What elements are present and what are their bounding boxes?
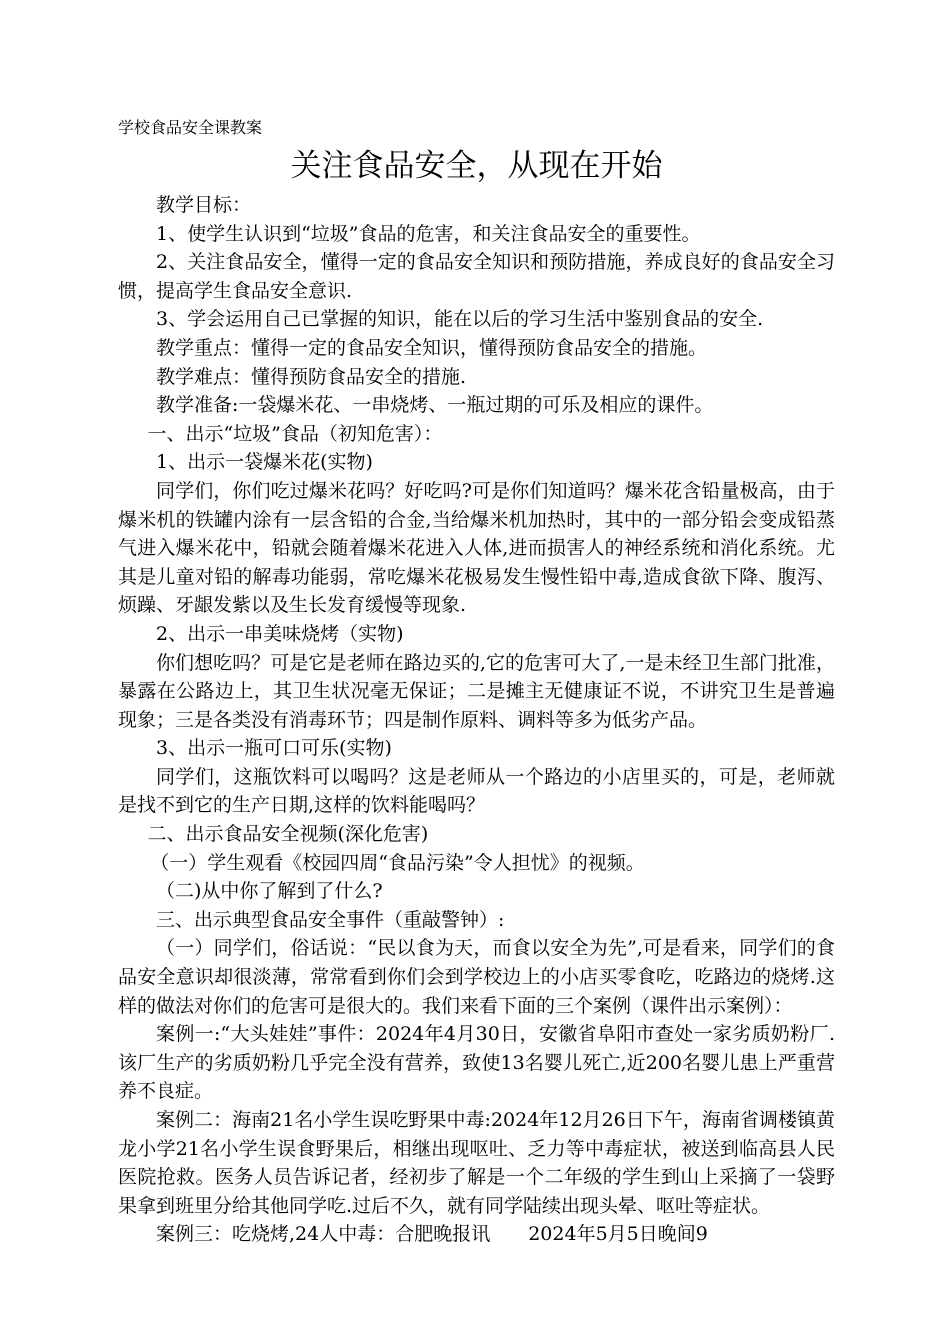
case-1: 案例一:“大头娃娃”事件：2024年4月30日，安徽省阜阳市查处一家劣质奶粉厂.该厂生产的劣质奶粉几乎完全没有营养，致使13名婴儿死亡,近200名婴儿患上严重营养不良症。	[118, 1023, 835, 1103]
video-item-1: （一）学生观看《校园四周“食品污染”令人担忧》的视频。	[150, 851, 645, 874]
teaching-preparation: 教学准备:一袋爆米花、一串烧烤、一瓶过期的可乐及相应的课件。	[156, 394, 714, 417]
case-3: 案例三：吃烧烤,24人中毒：合肥晚报讯 2024年5月5日晚间9	[156, 1223, 708, 1246]
cola-paragraph: 同学们，这瓶饮料可以喝吗？这是老师从一个路边的小店里买的，可是，老师就是找不到它的生产日期,这样的饮料能喝吗？	[118, 765, 835, 817]
goal-3: 3、学会运用自己已掌握的知识，能在以后的学习生活中鉴别食品的安全.	[156, 308, 764, 331]
section-3-intro: （一）同学们，俗话说：“民以食为天，而食以安全为先”,可是看来，同学们的食品安全意识却很淡薄，常常看到你们会到学校边上的小店买零食吃，吃路边的烧烤.这样的做法对你们的危害可是很大的。我们来看下面的三个案例（课件出示案例）：	[118, 937, 835, 1017]
teaching-goals-heading: 教学目标：	[156, 194, 252, 216]
item-popcorn-heading: 1、出示一袋爆米花(实物)	[156, 451, 373, 474]
goal-1: 1、使学生认识到“垃圾”食品的危害，和关注食品安全的重要性。	[156, 222, 701, 245]
teaching-difficulty: 教学难点：懂得预防食品安全的措施.	[156, 365, 467, 388]
section-1-heading: 一、出示“垃圾”食品（初知危害）：	[147, 422, 443, 445]
teaching-key-point: 教学重点：懂得一定的食品安全知识，懂得预防食品安全的措施。	[156, 336, 708, 359]
document-label: 学校食品安全课教案	[118, 118, 263, 137]
case-2: 案例二：海南21名小学生误吃野果中毒:2024年12月26日下午，海南省调楼镇黄龙小学21名小学生误食野果后，相继出现呕吐、乏力等中毒症状，被送到临高县人民医院抢救。医务人员告诉记者，经初步了解是一个二年级的学生到山上采摘了一袋野果拿到班里分给其他同学吃.过后不久，就有同学陆续出现头晕、呕吐等症状。	[118, 1109, 835, 1217]
goal-2: 2、关注食品安全，懂得一定的食品安全知识和预防措施，养成良好的食品安全习惯，提高学生食品安全意识.	[118, 251, 835, 302]
item-cola-heading: 3、出示一瓶可口可乐(实物)	[156, 737, 392, 760]
video-item-2: （二)从中你了解到了什么?	[156, 880, 383, 903]
popcorn-paragraph: 同学们，你们吃过爆米花吗？好吃吗?可是你们知道吗？爆米花含铅量极高，由于爆米机的铁罐内涂有一层含铅的合金,当给爆米机加热时，其中的一部分铅会变成铅蒸气进入爆米花中，铅就会随着爆米花进入人体,进而损害人的神经系统和消化系统。尤其是儿童对铅的解毒功能弱，常吃爆米花极易发生慢性铅中毒,造成食欲下降、腹泻、烦躁、牙龈发紫以及生长发育缓慢等现象.	[118, 479, 835, 617]
barbecue-paragraph: 你们想吃吗？可是它是老师在路边买的,它的危害可大了,一是未经卫生部门批准，暴露在公路边上，其卫生状况毫无保证；二是摊主无健康证不说，不讲究卫生是普遍现象；三是各类没有消毒环节；四是制作原料、调料等多为低劣产品。	[118, 651, 835, 731]
section-2-heading: 二、出示食品安全视频(深化危害)	[147, 823, 429, 846]
document-page	[118, 113, 835, 1249]
document-title: 关注食品安全，从现在开始	[290, 148, 663, 184]
item-barbecue-heading: 2、出示一串美味烧烤（实物)	[156, 622, 404, 645]
section-3-heading: 三、出示典型食品安全事件（重敲警钟）:	[156, 908, 505, 931]
